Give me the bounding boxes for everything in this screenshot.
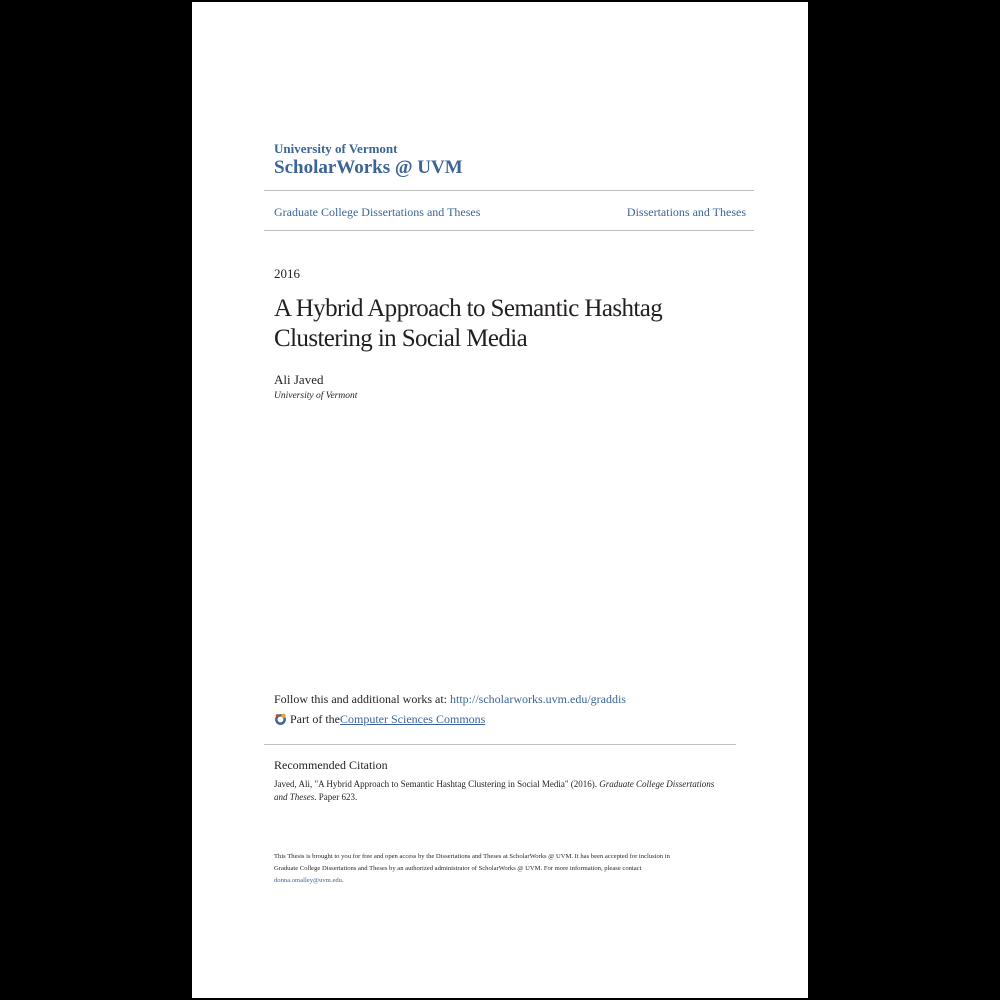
cover-page [192, 2, 808, 998]
follow-line [274, 692, 626, 707]
citation-text [274, 778, 724, 804]
follow-label: Follow this and additional works at: [274, 692, 450, 706]
contact-email-link[interactable]: donna.omalley@uvm.edu [274, 877, 342, 884]
digital-commons-network-icon [274, 713, 287, 726]
access-statement [274, 851, 744, 887]
part-of-line [274, 712, 485, 727]
breadcrumb-series-link[interactable]: Dissertations and Theses [626, 205, 746, 219]
citation-plain: Javed, Ali, "A Hybrid Approach to Semantic Hashtag Clustering in Social Media" (2016). [274, 779, 600, 789]
paper-title [274, 294, 694, 354]
follow-url-link[interactable]: http://scholarworks.uvm.edu/graddis [450, 692, 626, 706]
breadcrumb-collection-link[interactable]: Graduate College Dissertations and Theses [274, 205, 481, 219]
footer-line-2: Graduate College Dissertations and Theses by an authorized administrator of ScholarWorks @ UVM. For more information, please contact [274, 865, 642, 872]
part-of-label: Part of the [290, 712, 340, 726]
citation-heading: Recommended Citation [274, 758, 388, 772]
title-line-2: Clustering in Social Media [274, 325, 528, 352]
author-affiliation: University of Vermont [274, 391, 358, 401]
repository-name[interactable]: ScholarWorks @ UVM [274, 157, 463, 178]
computer-sciences-commons-link[interactable]: Computer Sciences Commons [340, 712, 486, 726]
author-name: Ali Javed [274, 372, 324, 387]
footer-line-1: This Thesis is brought to you for free and open access by the Dissertations and Theses at ScholarWorks @ UVM. It has been accepted for inclusion in [274, 853, 670, 860]
publication-year: 2016 [274, 266, 300, 281]
university-name: University of Vermont [274, 141, 398, 156]
citation-italic: Graduate College Dissertations and Theses [274, 779, 715, 802]
divider-top [264, 190, 754, 191]
title-line-1: A Hybrid Approach to Semantic Hashtag [274, 295, 663, 322]
footer-email-end: . [341, 877, 344, 884]
divider-citation [264, 744, 736, 745]
citation-end: . Paper 623. [314, 792, 358, 802]
divider-breadcrumb [264, 230, 754, 231]
